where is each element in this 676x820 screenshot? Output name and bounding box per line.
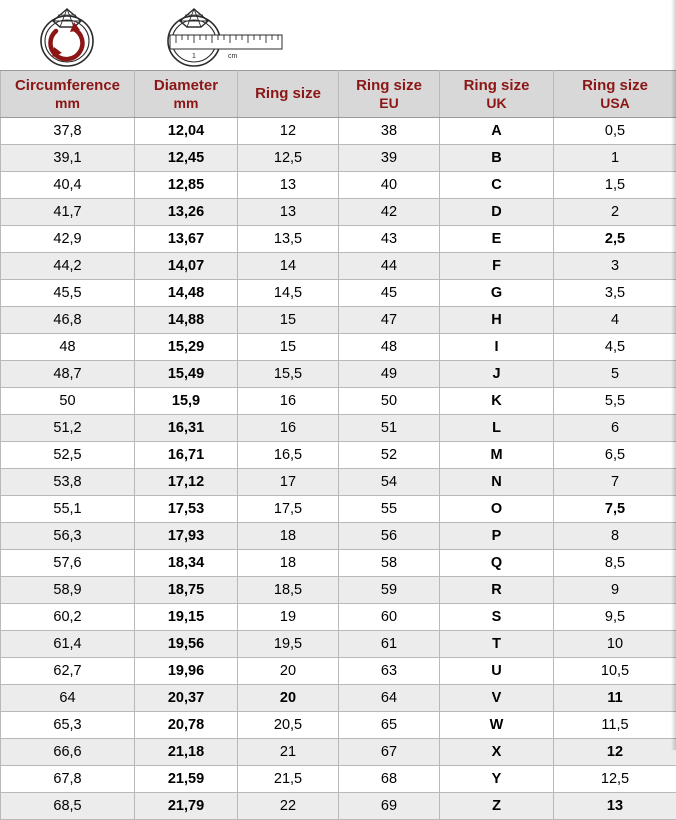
table-cell: 19,56 (135, 631, 238, 658)
table-cell: 38 (339, 118, 440, 145)
table-cell: 39,1 (1, 145, 135, 172)
table-cell: 12,5 (238, 145, 339, 172)
table-cell: 21,5 (238, 766, 339, 793)
column-header-ring-size (238, 71, 339, 118)
table-cell: 3 (554, 253, 676, 280)
table-header-row (1, 71, 676, 118)
column-header-unit: mm (135, 95, 237, 111)
table-cell: 45,5 (1, 280, 135, 307)
table-cell: 52,5 (1, 442, 135, 469)
table-row (1, 604, 676, 631)
table-cell: 64 (1, 685, 135, 712)
table-row (1, 145, 676, 172)
table-cell: 12,04 (135, 118, 238, 145)
column-header-title: Ring size (464, 77, 530, 94)
table-cell: 40 (339, 172, 440, 199)
table-cell: 13,67 (135, 226, 238, 253)
table-row (1, 685, 676, 712)
table-row (1, 361, 676, 388)
table-cell: 48 (339, 334, 440, 361)
table-cell: A (440, 118, 554, 145)
table-cell: 16,31 (135, 415, 238, 442)
table-cell: P (440, 523, 554, 550)
table-row (1, 739, 676, 766)
table-cell: I (440, 334, 554, 361)
table-row (1, 793, 676, 820)
table-cell: 15,5 (238, 361, 339, 388)
table-cell: Y (440, 766, 554, 793)
table-cell: 13 (238, 172, 339, 199)
table-cell: 50 (339, 388, 440, 415)
svg-text:1: 1 (192, 53, 196, 60)
table-cell: 18,34 (135, 550, 238, 577)
table-cell: 39 (339, 145, 440, 172)
column-header-unit: UK (440, 95, 553, 111)
table-cell: 15 (238, 307, 339, 334)
table-cell: 15,9 (135, 388, 238, 415)
table-cell: 9 (554, 577, 676, 604)
table-cell: 15,29 (135, 334, 238, 361)
table-cell: 47 (339, 307, 440, 334)
table-cell: 5,5 (554, 388, 676, 415)
table-cell: 14,07 (135, 253, 238, 280)
table-cell: 55 (339, 496, 440, 523)
table-cell: 51,2 (1, 415, 135, 442)
table-cell: 21,59 (135, 766, 238, 793)
table-cell: K (440, 388, 554, 415)
table-cell: 16 (238, 388, 339, 415)
column-header-title: Diameter (154, 77, 218, 94)
table-cell: C (440, 172, 554, 199)
illustrations-row (0, 0, 676, 70)
table-cell: 16,71 (135, 442, 238, 469)
table-cell: 12,45 (135, 145, 238, 172)
column-header-title: Ring size (582, 77, 648, 94)
table-cell: 6,5 (554, 442, 676, 469)
table-row (1, 766, 676, 793)
table-cell: 61 (339, 631, 440, 658)
table-cell: 58,9 (1, 577, 135, 604)
table-row (1, 280, 676, 307)
table-cell: 66,6 (1, 739, 135, 766)
table-cell: 49 (339, 361, 440, 388)
table-cell: 6 (554, 415, 676, 442)
table-cell: 18 (238, 523, 339, 550)
table-cell: 4 (554, 307, 676, 334)
table-cell: 11 (554, 685, 676, 712)
table-cell: O (440, 496, 554, 523)
table-cell: 68,5 (1, 793, 135, 820)
table-cell: 19,15 (135, 604, 238, 631)
table-cell: 54 (339, 469, 440, 496)
table-cell: 12,5 (554, 766, 676, 793)
table-row (1, 415, 676, 442)
table-cell: 65 (339, 712, 440, 739)
table-cell: 56 (339, 523, 440, 550)
table-cell: 10,5 (554, 658, 676, 685)
table-cell: B (440, 145, 554, 172)
ring-size-table (0, 70, 676, 820)
table-cell: 12 (554, 739, 676, 766)
table-cell: 46,8 (1, 307, 135, 334)
column-header-title: Ring size (356, 77, 422, 94)
table-row (1, 631, 676, 658)
table-row (1, 469, 676, 496)
ring-circumference-diagram (12, 1, 122, 69)
table-cell: 11,5 (554, 712, 676, 739)
column-header-ring-size-usa (554, 71, 676, 118)
table-row (1, 550, 676, 577)
table-cell: D (440, 199, 554, 226)
table-row (1, 658, 676, 685)
table-cell: 44 (339, 253, 440, 280)
table-cell: 44,2 (1, 253, 135, 280)
table-cell: E (440, 226, 554, 253)
table-cell: 7 (554, 469, 676, 496)
table-row (1, 334, 676, 361)
table-cell: V (440, 685, 554, 712)
table-cell: 18,5 (238, 577, 339, 604)
table-cell: 7,5 (554, 496, 676, 523)
table-cell: 20,5 (238, 712, 339, 739)
table-row (1, 226, 676, 253)
table-cell: 14,5 (238, 280, 339, 307)
table-cell: 42 (339, 199, 440, 226)
table-body (1, 118, 676, 820)
table-cell: 1 (554, 145, 676, 172)
table-row (1, 496, 676, 523)
table-cell: 67 (339, 739, 440, 766)
table-row (1, 118, 676, 145)
table-cell: 61,4 (1, 631, 135, 658)
table-cell: 21,79 (135, 793, 238, 820)
table-cell: 13,5 (238, 226, 339, 253)
table-cell: 22 (238, 793, 339, 820)
table-cell: 63 (339, 658, 440, 685)
table-row (1, 712, 676, 739)
table-cell: 68 (339, 766, 440, 793)
table-cell: 17,5 (238, 496, 339, 523)
table-cell: U (440, 658, 554, 685)
table-cell: 18,75 (135, 577, 238, 604)
column-header-ring-size-uk (440, 71, 554, 118)
table-cell: 14,88 (135, 307, 238, 334)
table-row (1, 253, 676, 280)
table-cell: 15 (238, 334, 339, 361)
table-cell: 19,96 (135, 658, 238, 685)
table-header (1, 71, 676, 118)
table-cell: 50 (1, 388, 135, 415)
table-cell: 37,8 (1, 118, 135, 145)
table-cell: 2 (554, 199, 676, 226)
column-header-unit: USA (554, 95, 676, 111)
table-row (1, 388, 676, 415)
table-cell: X (440, 739, 554, 766)
table-cell: 20 (238, 685, 339, 712)
table-cell: F (440, 253, 554, 280)
table-row (1, 199, 676, 226)
table-cell: 55,1 (1, 496, 135, 523)
table-cell: 45 (339, 280, 440, 307)
table-cell: 17,53 (135, 496, 238, 523)
table-cell: 8 (554, 523, 676, 550)
svg-text:cm: cm (228, 53, 238, 60)
table-cell: L (440, 415, 554, 442)
table-cell: 12,85 (135, 172, 238, 199)
table-cell: 18 (238, 550, 339, 577)
table-cell: 17,93 (135, 523, 238, 550)
table-row (1, 523, 676, 550)
table-cell: 40,4 (1, 172, 135, 199)
table-cell: G (440, 280, 554, 307)
table-cell: 12 (238, 118, 339, 145)
table-cell: 2,5 (554, 226, 676, 253)
table-cell: 21 (238, 739, 339, 766)
table-cell: J (440, 361, 554, 388)
table-cell: 58 (339, 550, 440, 577)
column-header-unit: mm (1, 95, 134, 111)
table-cell: 41,7 (1, 199, 135, 226)
table-cell: 51 (339, 415, 440, 442)
table-cell: Z (440, 793, 554, 820)
table-cell: 53,8 (1, 469, 135, 496)
table-row (1, 577, 676, 604)
table-cell: 52 (339, 442, 440, 469)
table-cell: 20 (238, 658, 339, 685)
table-cell: 14,48 (135, 280, 238, 307)
ring-diameter-ruler-diagram (152, 1, 287, 69)
table-cell: 13,26 (135, 199, 238, 226)
table-cell: 4,5 (554, 334, 676, 361)
table-cell: 19 (238, 604, 339, 631)
table-cell: R (440, 577, 554, 604)
column-header-unit: EU (339, 95, 439, 111)
table-cell: 16,5 (238, 442, 339, 469)
table-cell: Q (440, 550, 554, 577)
table-cell: 13 (238, 199, 339, 226)
table-cell: 17,12 (135, 469, 238, 496)
table-row (1, 172, 676, 199)
table-cell: 5 (554, 361, 676, 388)
table-cell: 8,5 (554, 550, 676, 577)
table-cell: 16 (238, 415, 339, 442)
table-cell: N (440, 469, 554, 496)
table-cell: 43 (339, 226, 440, 253)
table-cell: 56,3 (1, 523, 135, 550)
table-cell: 3,5 (554, 280, 676, 307)
table-cell: 10 (554, 631, 676, 658)
table-cell: 17 (238, 469, 339, 496)
table-cell: T (440, 631, 554, 658)
table-cell: 14 (238, 253, 339, 280)
table-cell: S (440, 604, 554, 631)
table-cell: 48,7 (1, 361, 135, 388)
table-cell: 48 (1, 334, 135, 361)
table-cell: 64 (339, 685, 440, 712)
column-header-title: Ring size (255, 85, 321, 102)
table-cell: 60,2 (1, 604, 135, 631)
table-cell: H (440, 307, 554, 334)
table-cell: 62,7 (1, 658, 135, 685)
column-header-title: Circumference (15, 77, 120, 94)
column-header-diameter (135, 71, 238, 118)
table-cell: 13 (554, 793, 676, 820)
table-cell: 21,18 (135, 739, 238, 766)
table-cell: 42,9 (1, 226, 135, 253)
table-cell: 57,6 (1, 550, 135, 577)
table-cell: 59 (339, 577, 440, 604)
column-header-circumference (1, 71, 135, 118)
table-cell: 65,3 (1, 712, 135, 739)
table-cell: W (440, 712, 554, 739)
table-cell: 20,37 (135, 685, 238, 712)
table-cell: 19,5 (238, 631, 339, 658)
table-cell: M (440, 442, 554, 469)
column-header-ring-size-eu (339, 71, 440, 118)
table-cell: 0,5 (554, 118, 676, 145)
table-cell: 15,49 (135, 361, 238, 388)
table-cell: 60 (339, 604, 440, 631)
table-cell: 1,5 (554, 172, 676, 199)
table-cell: 69 (339, 793, 440, 820)
table-cell: 9,5 (554, 604, 676, 631)
table-cell: 67,8 (1, 766, 135, 793)
table-cell: 20,78 (135, 712, 238, 739)
table-row (1, 307, 676, 334)
table-row (1, 442, 676, 469)
